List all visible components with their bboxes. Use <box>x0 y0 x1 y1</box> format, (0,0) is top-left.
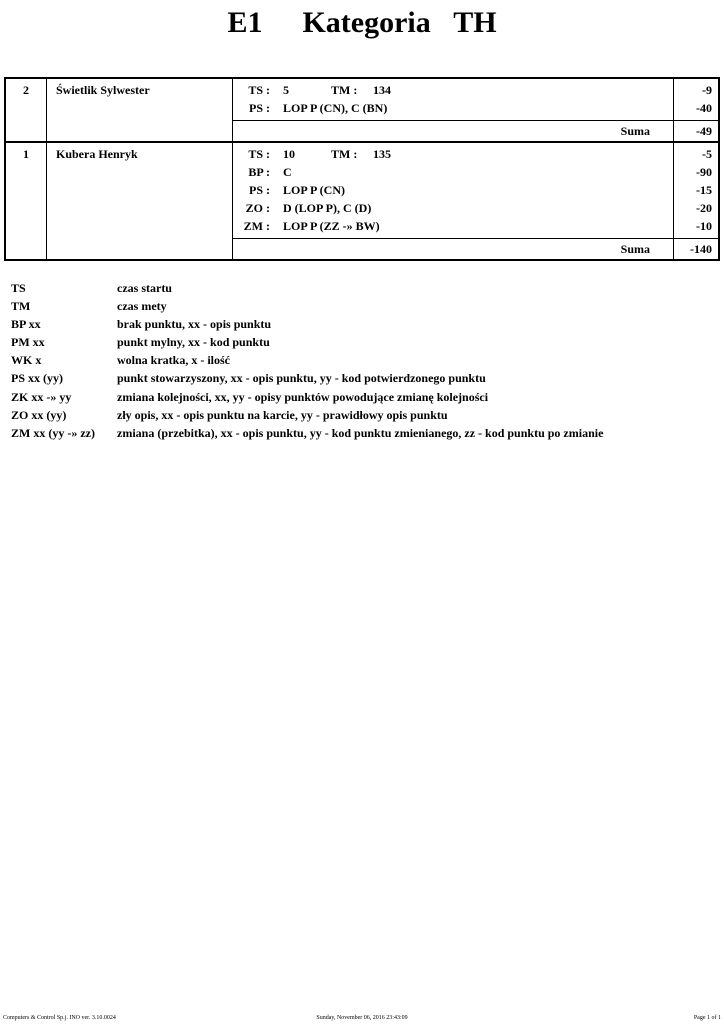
competitor-place: 1 <box>23 147 29 161</box>
legend-desc: czas mety <box>117 299 167 314</box>
line-value: 10 <box>283 147 295 161</box>
legend-desc: brak punktu, xx - opis punktu <box>117 317 272 332</box>
legend-desc: punkt mylny, xx - kod punktu <box>117 335 270 350</box>
category-name: Kategoria TH <box>302 6 497 39</box>
line-value: D (LOP P), C (D) <box>283 201 372 215</box>
column-divider <box>46 143 47 259</box>
line-code: BP : <box>248 165 270 179</box>
penalty-value: -9 <box>702 83 712 97</box>
tm-label: TM : <box>331 147 358 161</box>
footer-software: Computers & Control Sp.j. INO ver. 3.10.0024 <box>3 1015 116 1021</box>
line-code: PS : <box>249 101 270 115</box>
legend-code: BP xx <box>11 317 41 332</box>
detail-line <box>232 163 673 181</box>
legend-code: WK x <box>11 353 42 368</box>
line-value: LOP P (ZZ -» BW) <box>283 219 380 233</box>
competitor-name: Świetlik Sylwester <box>56 83 150 97</box>
line-code: ZM : <box>243 219 270 233</box>
tm-label: TM : <box>331 83 358 97</box>
footer-page-number: Page 1 of 1 <box>693 1015 721 1021</box>
tm-value: 135 <box>373 147 391 161</box>
penalty-value: -40 <box>696 101 712 115</box>
category-code: E1 <box>227 6 263 39</box>
footer-timestamp: Sunday, November 06, 2016 23:43:09 <box>316 1015 408 1021</box>
line-value: 5 <box>283 83 289 97</box>
penalty-value: -15 <box>696 183 712 197</box>
penalty-value: -90 <box>696 165 712 179</box>
competitor-place: 2 <box>23 83 29 97</box>
detail-line <box>232 217 673 235</box>
legend-desc: wolna kratka, x - ilość <box>117 353 231 368</box>
legend-desc: zły opis, xx - opis punktu na karcie, yy - prawidłowy opis punktu <box>117 407 448 422</box>
legend-desc: zmiana kolejności, xx, yy - opisy punktów powodujące zmianę kolejności <box>117 389 489 404</box>
penalty-value: -20 <box>696 201 712 215</box>
tm-value: 134 <box>373 83 391 97</box>
line-value: LOP P (CN), C (BN) <box>283 101 388 115</box>
legend-desc: punkt stowarzyszony, xx - opis punktu, yy - kod potwierdzonego punktu <box>117 371 486 386</box>
line-code: PS : <box>249 183 270 197</box>
penalty-value: -10 <box>696 219 712 233</box>
sum-label: Suma <box>620 124 650 138</box>
legend-desc: zmiana (przebitka), xx - opis punktu, yy - kod punktu zmienianego, zz - kod punktu po zmianie <box>117 425 604 440</box>
line-value: C <box>283 165 292 179</box>
sum-row <box>232 120 718 141</box>
competitor-name: Kubera Henryk <box>56 147 138 161</box>
penalty-details <box>232 145 673 235</box>
line-value: LOP P (CN) <box>283 183 345 197</box>
penalty-details <box>232 81 673 117</box>
page-title <box>0 4 724 42</box>
line-code: ZO : <box>245 201 270 215</box>
sum-label: Suma <box>620 242 650 256</box>
legend-code: ZM xx (yy -» zz) <box>11 425 95 440</box>
results-table <box>4 77 720 261</box>
legend-code: PS xx (yy) <box>11 371 63 386</box>
legend-code: TM <box>11 299 31 314</box>
competitor-row <box>6 79 718 141</box>
legend-code: ZK xx -» yy <box>11 389 72 404</box>
legend-code: PM xx <box>11 335 45 350</box>
penalty-points <box>672 145 712 235</box>
column-divider <box>46 79 47 141</box>
legend-code: ZO xx (yy) <box>11 407 67 422</box>
penalty-value: -5 <box>702 147 712 161</box>
detail-line <box>232 199 673 217</box>
line-code: TS : <box>248 147 270 161</box>
detail-line <box>232 99 673 117</box>
sum-value: -140 <box>690 242 712 256</box>
sum-value: -49 <box>696 124 712 138</box>
line-code: TS : <box>248 83 270 97</box>
detail-line <box>232 145 673 163</box>
detail-line <box>232 181 673 199</box>
competitor-row <box>6 141 718 259</box>
legend-desc: czas startu <box>117 281 172 295</box>
penalty-points <box>672 81 712 117</box>
legend-code: TS <box>11 281 26 295</box>
sum-row <box>232 238 718 259</box>
detail-line <box>232 81 673 99</box>
